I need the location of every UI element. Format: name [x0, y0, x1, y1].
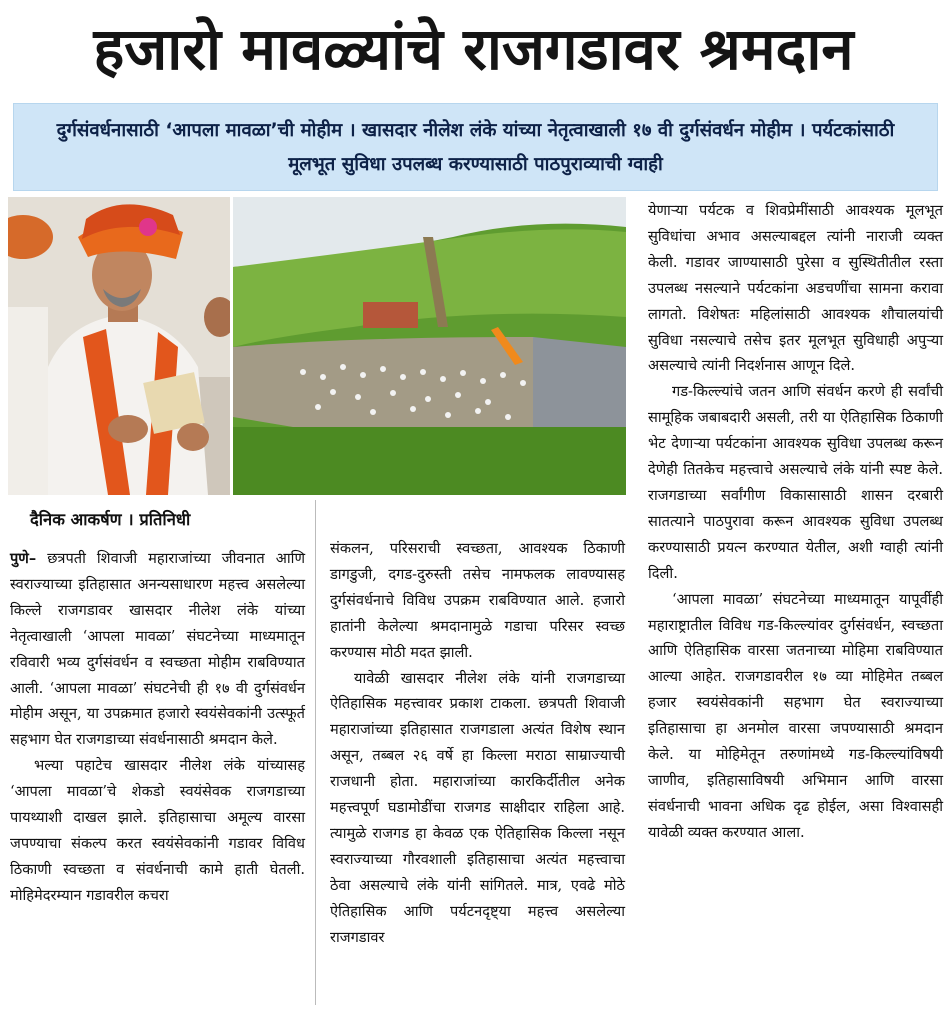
- article-column-2: [330, 536, 625, 951]
- subheadline-bar: [13, 103, 938, 191]
- byline: दैनिक आकर्षण । प्रतिनिधी: [30, 510, 191, 529]
- paragraph: संकलन, परिसराची स्वच्छता, आवश्यक ठिकाणी डागडुजी, दगड-दुरुस्ती तसेच नामफलक लावण्यासह दुर्गसंवर्धनाचे विविध उपक्रम राबविण्यात आले. हजारो हातांनी केलेल्या श्रमदानामुळे गडाचा परिसर स्वच्छ करण्यास मोठी मदत झाली.: [330, 540, 625, 661]
- paragraph: [10, 546, 305, 753]
- subheadline: दुर्गसंवर्धनासाठी ‘आपला मावळा’ची मोहीम । खासदार नीलेश लंके यांच्या नेतृत्वाखाली १७ वी दुर्गसंवर्धन मोहीम । पर्यटकांसाठी मूलभूत सुविधा उपलब्ध करण्यासाठी पाठपुराव्याची ग्वाही: [56, 120, 895, 175]
- article-column-1: [10, 546, 305, 909]
- paragraph: येणाऱ्या पर्यटक व शिवप्रेमींसाठी आवश्यक मूलभूत सुविधांचा अभाव असल्याबद्दल त्यांनी नाराजी व्यक्त केली. गडावर जाण्यासाठी पुरेसा व सुस्थितीतील रस्ता उपलब्ध नसल्याने पर्यटकांना अडचणींचा सामना करावा लागतो. विशेषतः महिलांसाठी आवश्यक शौचालयांची सुविधा नसल्याचे तसेच इतर मूलभूत सुविधाही अपुऱ्या असल्याचे त्यांनी निदर्शनास आणून दिले.: [648, 202, 943, 375]
- paragraph-text: छत्रपती शिवाजी महाराजांच्या जीवनात आणि स्वराज्याच्या इतिहासात अनन्यसाधारण महत्त्व असलेल्या किल्ले राजगडावर खासदार नीलेश लंके यांच्या नेतृत्वाखाली ‘आपला मावळा’ संघटनेच्या माध्यमातून रविवारी भव्य दुर्गसंवर्धन व स्वच्छता मोहीम राबविण्यात आली. ‘आपला मावळा’ संघटनेची ही १७ वी दुर्गसंवर्धन मोहीम असून, या उपक्रमात हजारो स्वयंसेवकांनी उत्स्फूर्त सहभाग घेत राजगडाच्या संवर्धनासाठी श्रमदान केले.: [10, 550, 306, 749]
- paragraph: यावेळी खासदार नीलेश लंके यांनी राजगडाच्या ऐतिहासिक महत्त्वावर प्रकाश टाकला. छत्रपती शिवाजी महाराजांच्या इतिहासात राजगडाला अत्यंत विशेष स्थान असून, तब्बल २६ वर्षे हा किल्ला मराठा साम्राज्याची राजधानी होता. महाराजांच्या कारकिर्दीतील अनेक महत्त्वपूर्ण घडामोडींचा राजगड साक्षीदार राहिला आहे. त्यामुळे राजगड हा केवळ एक ऐतिहासिक किल्ला नसून स्वराज्याच्या गौरवशाली इतिहासाचा अत्यंत महत्त्वाचा ठेवा असल्याचे लंके यांनी सांगितले. मात्र, एवढे मोठे ऐतिहासिक आणि पर्यटनदृष्ट्या महत्त्व असलेल्या राजगडावर: [330, 669, 625, 946]
- portrait-photo: [8, 197, 230, 495]
- article-column-3: [648, 198, 943, 846]
- paragraph: गड-किल्ल्यांचे जतन आणि संवर्धन करणे ही सर्वांची सामूहिक जबाबदारी असली, तरी या ऐतिहासिक ठिकाणी भेट देणाऱ्या पर्यटकांना आवश्यक सुविधा उपलब्ध करून देणेही तितकेच महत्त्वाचे असल्याचे लंके यांनी स्पष्ट केले. राजगडाच्या सर्वांगीण विकासासाठी शासन दरबारी सातत्याने पाठपुरावा करून आवश्यक सुविधा उपलब्ध करण्यासाठी प्रयत्न करण्यात येतील, अशी ग्वाही त्यांनी दिली.: [648, 383, 943, 582]
- headline: हजारो मावळ्यांचे राजगडावर श्रमदान: [93, 15, 854, 83]
- column-divider: [315, 500, 316, 1005]
- fort-aerial-photo: [233, 197, 626, 495]
- paragraph: ‘आपला मावळा’ संघटनेच्या माध्यमातून यापूर्वीही महाराष्ट्रातील विविध गड-किल्ल्यांवर दुर्गसंवर्धन, स्वच्छता आणि ऐतिहासिक वारसा जतनाच्या मोहिमा राबविण्यात आल्या आहेत. राजगडावरील १७ व्या मोहिमेत तब्बल हजार स्वयंसेवकांनी सहभाग घेत स्वराज्याच्या इतिहासाचा हा अनमोल वारसा जपण्यासाठी श्रमदान केले. या मोहिमेतून तरुणांमध्ये गड-किल्ल्यांविषयी जाणीव, इतिहासाविषयी अभिमान आणि वारसा संवर्धनाची भावना अधिक दृढ होईल, असा विश्वासही यावेळी व्यक्त करण्यात आला.: [648, 590, 943, 841]
- paragraph: भल्या पहाटेच खासदार नीलेश लंके यांच्यासह ‘आपला मावळा’चे शेकडो स्वयंसेवक राजगडाच्या पायथ्याशी दाखल झाले. इतिहासाचा अमूल्य वारसा जपण्याचा संकल्प करत स्वयंसेवकांनी गडावर विविध ठिकाणी स्वच्छता व संवर्धनाची कामे हाती घेतली. मोहिमेदरम्यान गडावरील कचरा: [10, 757, 305, 904]
- dateline: पुणे–: [10, 550, 37, 567]
